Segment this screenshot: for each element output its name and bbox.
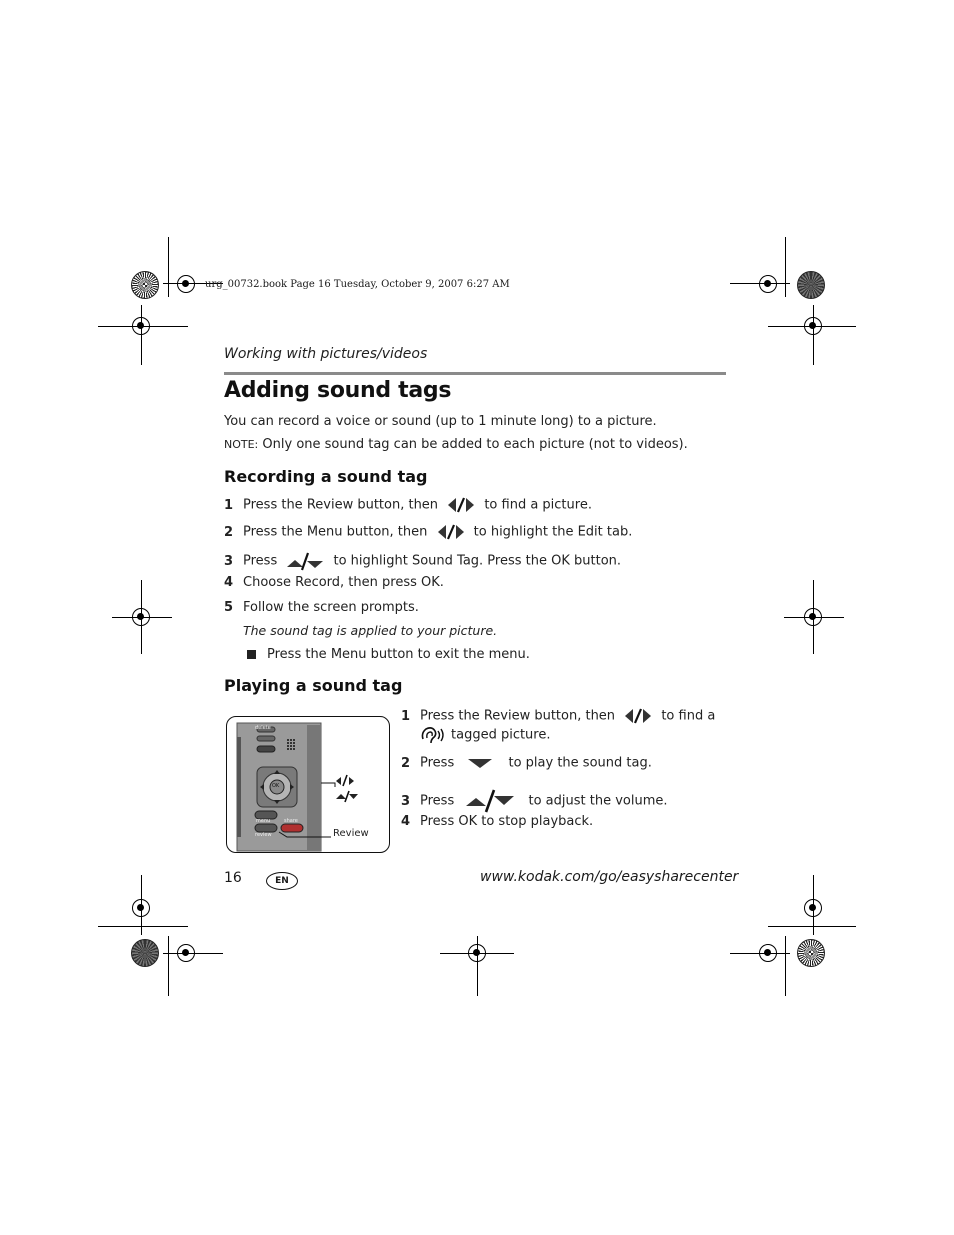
- recording-step-4: 4 Choose Record, then press OK.: [224, 575, 444, 590]
- playing-step-2: 2 Press to play the sound tag.: [401, 755, 652, 771]
- running-head: Working with pictures/videos: [224, 346, 428, 362]
- header-rule: [224, 372, 726, 375]
- left-right-arrows-icon: [436, 523, 466, 541]
- recording-heading: Recording a sound tag: [224, 467, 428, 486]
- recording-result: The sound tag is applied to your picture.: [243, 623, 498, 638]
- camera-menu-label: menu: [256, 818, 271, 824]
- down-arrow-icon: [464, 755, 498, 771]
- playing-step-1: 1 Press the Review button, then to find a: [401, 708, 716, 724]
- playing-step-3: 3 Press to adjust the volume.: [401, 788, 668, 814]
- camera-back-illustration: [226, 716, 390, 853]
- up-down-arrows-icon: [464, 788, 518, 814]
- recording-step-5: 5 Follow the screen prompts.: [224, 600, 419, 615]
- recording-step-3: 3 Press to highlight Sound Tag. Press the OK button.: [224, 551, 621, 571]
- playing-step-4: 4 Press OK to stop playback.: [401, 814, 594, 829]
- up-down-arrows-icon: [285, 551, 325, 571]
- playing-heading: Playing a sound tag: [224, 676, 403, 695]
- intro-text: You can record a voice or sound (up to 1 minute long) to a picture.: [224, 414, 657, 429]
- language-badge: EN: [266, 872, 298, 890]
- camera-share-label: share: [284, 818, 298, 824]
- page-title: Adding sound tags: [224, 378, 452, 403]
- recording-step-2: 2 Press the Menu button, then to highlight the Edit tab.: [224, 524, 633, 540]
- note-text: Only one sound tag can be added to each picture (not to videos).: [262, 437, 688, 452]
- page-number: 16: [224, 870, 242, 886]
- camera-ok-label: OK: [272, 783, 280, 789]
- sound-tag-icon: [419, 725, 447, 745]
- bullet-square-icon: [247, 650, 256, 659]
- left-right-arrows-icon: [446, 496, 476, 514]
- note-label: NOTE:: [224, 438, 259, 451]
- print-slug: urg_00732.book Page 16 Tuesday, October 9, 2007 6:27 AM: [205, 279, 510, 290]
- recording-bullet: Press the Menu button to exit the menu.: [247, 647, 530, 662]
- left-right-arrows-icon: [623, 707, 653, 725]
- camera-review-label: review: [255, 832, 272, 838]
- camera-delete-label: delete: [255, 725, 271, 731]
- note: [224, 437, 688, 452]
- footer-url[interactable]: www.kodak.com/go/easysharecenter: [480, 869, 739, 885]
- review-callout-label: Review: [333, 828, 369, 839]
- playing-step-1-line2: tagged picture.: [419, 725, 551, 745]
- recording-step-1: 1 Press the Review button, then to find a picture.: [224, 497, 592, 513]
